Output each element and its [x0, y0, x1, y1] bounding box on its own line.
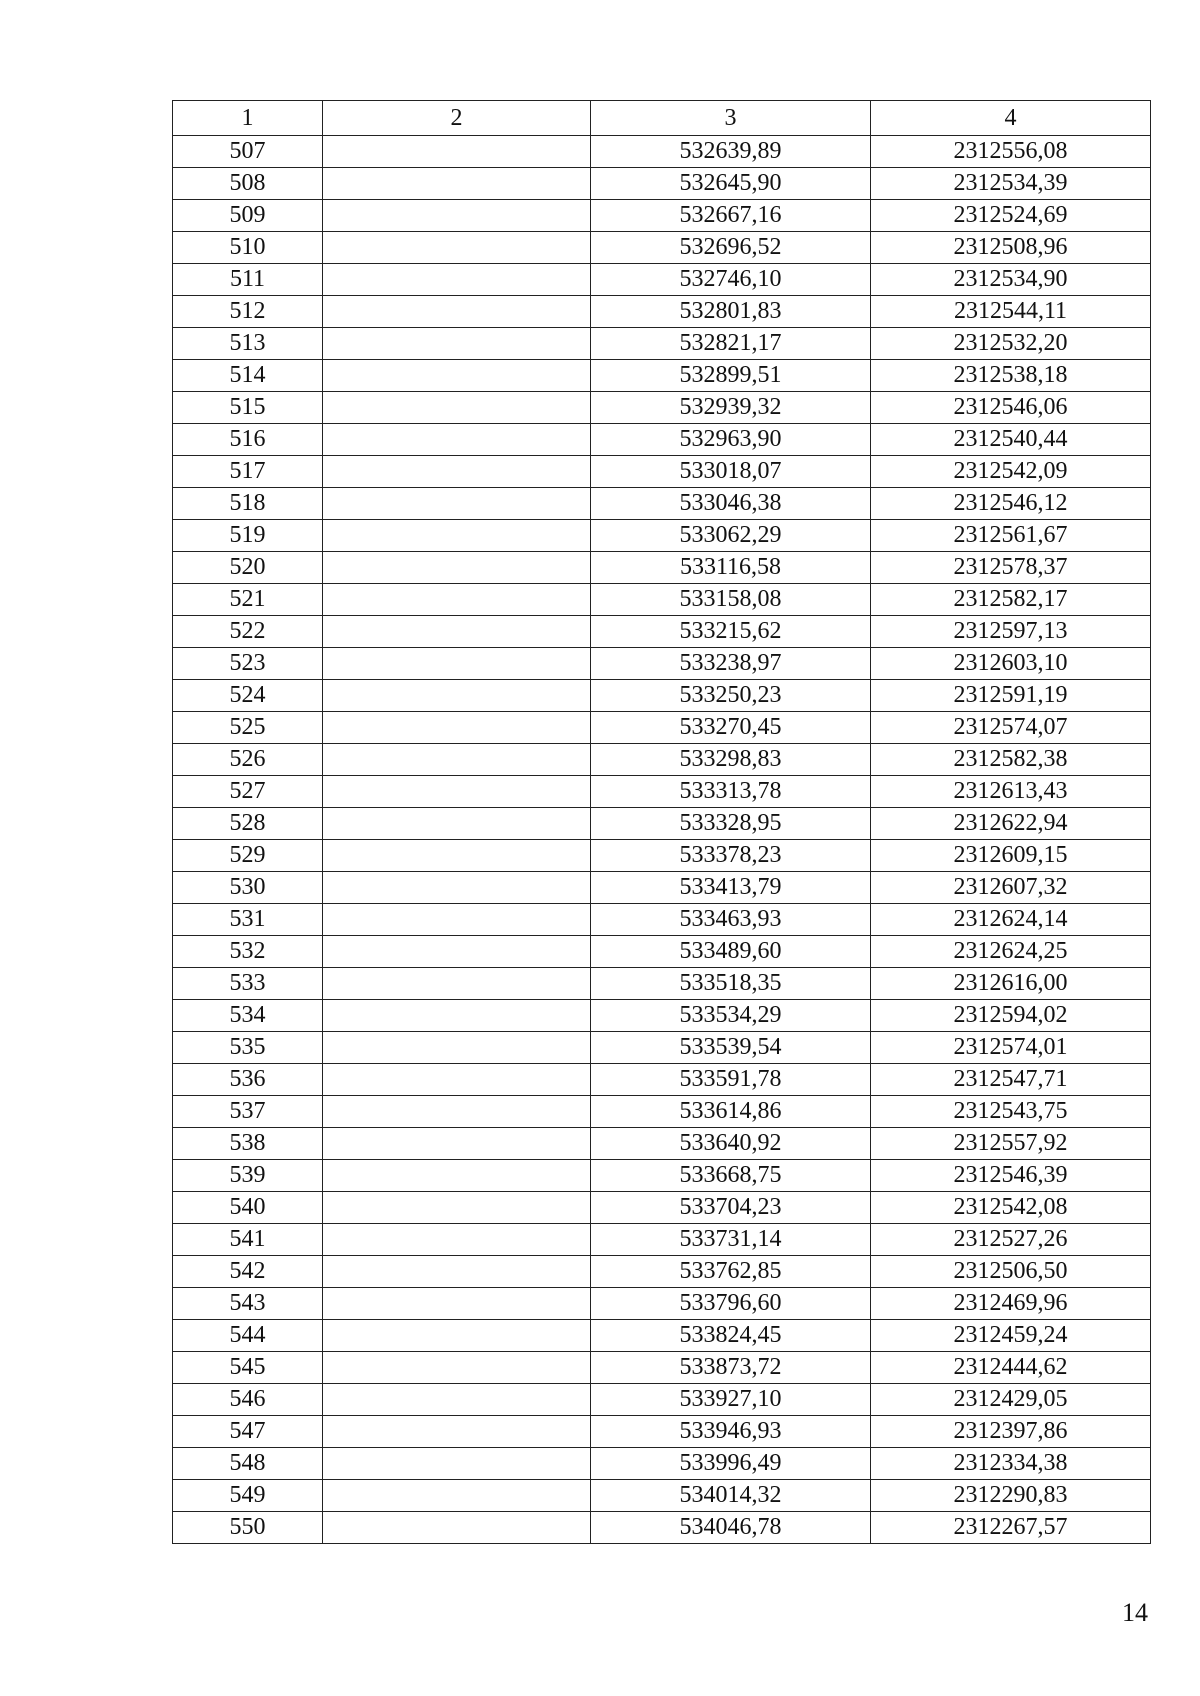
- table-body: [173, 136, 1151, 1544]
- table-row: [173, 232, 1151, 264]
- table-row: [173, 584, 1151, 616]
- y-coordinate-cell: 2312582,38: [871, 744, 1151, 776]
- point-number-cell: 507: [173, 136, 323, 168]
- x-coordinate-cell: 532667,16: [591, 200, 871, 232]
- table-row: [173, 840, 1151, 872]
- y-coordinate-cell: 2312546,12: [871, 488, 1151, 520]
- table-row: [173, 1000, 1151, 1032]
- x-coordinate-cell: 533298,83: [591, 744, 871, 776]
- table-row: [173, 168, 1151, 200]
- y-coordinate-cell: 2312267,57: [871, 1512, 1151, 1544]
- x-coordinate-cell: 532645,90: [591, 168, 871, 200]
- point-number-cell: 518: [173, 488, 323, 520]
- x-coordinate-cell: 533413,79: [591, 872, 871, 904]
- description-cell: [323, 1384, 591, 1416]
- description-cell: [323, 1512, 591, 1544]
- x-coordinate-cell: 533614,86: [591, 1096, 871, 1128]
- table-row: [173, 456, 1151, 488]
- x-coordinate-cell: 533270,45: [591, 712, 871, 744]
- table-row: [173, 1256, 1151, 1288]
- point-number-cell: 520: [173, 552, 323, 584]
- x-coordinate-cell: 533116,58: [591, 552, 871, 584]
- x-coordinate-cell: 533640,92: [591, 1128, 871, 1160]
- y-coordinate-cell: 2312582,17: [871, 584, 1151, 616]
- point-number-cell: 521: [173, 584, 323, 616]
- column-header-3: 3: [591, 101, 871, 136]
- table-row: [173, 264, 1151, 296]
- column-header-4: 4: [871, 101, 1151, 136]
- point-number-cell: 519: [173, 520, 323, 552]
- x-coordinate-cell: 533873,72: [591, 1352, 871, 1384]
- x-coordinate-cell: 533731,14: [591, 1224, 871, 1256]
- x-coordinate-cell: 533328,95: [591, 808, 871, 840]
- x-coordinate-cell: 533062,29: [591, 520, 871, 552]
- table-row: [173, 1512, 1151, 1544]
- x-coordinate-cell: 533539,54: [591, 1032, 871, 1064]
- x-coordinate-cell: 533463,93: [591, 904, 871, 936]
- x-coordinate-cell: 532639,89: [591, 136, 871, 168]
- point-number-cell: 513: [173, 328, 323, 360]
- y-coordinate-cell: 2312459,24: [871, 1320, 1151, 1352]
- table-row: [173, 1448, 1151, 1480]
- y-coordinate-cell: 2312290,83: [871, 1480, 1151, 1512]
- point-number-cell: 514: [173, 360, 323, 392]
- y-coordinate-cell: 2312546,39: [871, 1160, 1151, 1192]
- x-coordinate-cell: 533704,23: [591, 1192, 871, 1224]
- description-cell: [323, 1160, 591, 1192]
- table-row: [173, 1192, 1151, 1224]
- x-coordinate-cell: 533158,08: [591, 584, 871, 616]
- description-cell: [323, 968, 591, 1000]
- y-coordinate-cell: 2312524,69: [871, 200, 1151, 232]
- x-coordinate-cell: 533996,49: [591, 1448, 871, 1480]
- x-coordinate-cell: 533018,07: [591, 456, 871, 488]
- point-number-cell: 523: [173, 648, 323, 680]
- x-coordinate-cell: 533250,23: [591, 680, 871, 712]
- x-coordinate-cell: 532746,10: [591, 264, 871, 296]
- y-coordinate-cell: 2312561,67: [871, 520, 1151, 552]
- x-coordinate-cell: 532696,52: [591, 232, 871, 264]
- table-row: [173, 1064, 1151, 1096]
- x-coordinate-cell: 533489,60: [591, 936, 871, 968]
- x-coordinate-cell: 533946,93: [591, 1416, 871, 1448]
- x-coordinate-cell: 533378,23: [591, 840, 871, 872]
- table-row: [173, 776, 1151, 808]
- y-coordinate-cell: 2312397,86: [871, 1416, 1151, 1448]
- table-row: [173, 360, 1151, 392]
- table-row: [173, 1128, 1151, 1160]
- point-number-cell: 509: [173, 200, 323, 232]
- table-row: [173, 872, 1151, 904]
- y-coordinate-cell: 2312542,08: [871, 1192, 1151, 1224]
- description-cell: [323, 776, 591, 808]
- x-coordinate-cell: 533824,45: [591, 1320, 871, 1352]
- x-coordinate-cell: 534046,78: [591, 1512, 871, 1544]
- x-coordinate-cell: 533668,75: [591, 1160, 871, 1192]
- description-cell: [323, 1416, 591, 1448]
- description-cell: [323, 1352, 591, 1384]
- x-coordinate-cell: 533591,78: [591, 1064, 871, 1096]
- point-number-cell: 546: [173, 1384, 323, 1416]
- point-number-cell: 515: [173, 392, 323, 424]
- point-number-cell: 549: [173, 1480, 323, 1512]
- description-cell: [323, 1128, 591, 1160]
- y-coordinate-cell: 2312542,09: [871, 456, 1151, 488]
- description-cell: [323, 1480, 591, 1512]
- table-row: [173, 520, 1151, 552]
- table-row: [173, 1352, 1151, 1384]
- y-coordinate-cell: 2312508,96: [871, 232, 1151, 264]
- description-cell: [323, 424, 591, 456]
- table-header-row: [173, 101, 1151, 136]
- y-coordinate-cell: 2312532,20: [871, 328, 1151, 360]
- x-coordinate-cell: 532821,17: [591, 328, 871, 360]
- point-number-cell: 522: [173, 616, 323, 648]
- y-coordinate-cell: 2312506,50: [871, 1256, 1151, 1288]
- description-cell: [323, 872, 591, 904]
- y-coordinate-cell: 2312624,14: [871, 904, 1151, 936]
- x-coordinate-cell: 532963,90: [591, 424, 871, 456]
- y-coordinate-cell: 2312574,01: [871, 1032, 1151, 1064]
- point-number-cell: 539: [173, 1160, 323, 1192]
- y-coordinate-cell: 2312607,32: [871, 872, 1151, 904]
- table-row: [173, 680, 1151, 712]
- table-row: [173, 616, 1151, 648]
- y-coordinate-cell: 2312597,13: [871, 616, 1151, 648]
- description-cell: [323, 552, 591, 584]
- description-cell: [323, 904, 591, 936]
- table-row: [173, 552, 1151, 584]
- table-row: [173, 424, 1151, 456]
- description-cell: [323, 488, 591, 520]
- y-coordinate-cell: 2312546,06: [871, 392, 1151, 424]
- description-cell: [323, 136, 591, 168]
- y-coordinate-cell: 2312578,37: [871, 552, 1151, 584]
- table-row: [173, 328, 1151, 360]
- point-number-cell: 541: [173, 1224, 323, 1256]
- point-number-cell: 545: [173, 1352, 323, 1384]
- point-number-cell: 544: [173, 1320, 323, 1352]
- description-cell: [323, 264, 591, 296]
- description-cell: [323, 296, 591, 328]
- y-coordinate-cell: 2312591,19: [871, 680, 1151, 712]
- description-cell: [323, 1032, 591, 1064]
- description-cell: [323, 648, 591, 680]
- description-cell: [323, 808, 591, 840]
- description-cell: [323, 1224, 591, 1256]
- description-cell: [323, 1000, 591, 1032]
- point-number-cell: 542: [173, 1256, 323, 1288]
- y-coordinate-cell: 2312547,71: [871, 1064, 1151, 1096]
- x-coordinate-cell: 533238,97: [591, 648, 871, 680]
- x-coordinate-cell: 533796,60: [591, 1288, 871, 1320]
- table-row: [173, 904, 1151, 936]
- point-number-cell: 531: [173, 904, 323, 936]
- point-number-cell: 526: [173, 744, 323, 776]
- description-cell: [323, 744, 591, 776]
- description-cell: [323, 1448, 591, 1480]
- description-cell: [323, 456, 591, 488]
- x-coordinate-cell: 534014,32: [591, 1480, 871, 1512]
- table-row: [173, 488, 1151, 520]
- point-number-cell: 543: [173, 1288, 323, 1320]
- point-number-cell: 536: [173, 1064, 323, 1096]
- table-row: [173, 1096, 1151, 1128]
- point-number-cell: 540: [173, 1192, 323, 1224]
- table-row: [173, 136, 1151, 168]
- point-number-cell: 547: [173, 1416, 323, 1448]
- y-coordinate-cell: 2312613,43: [871, 776, 1151, 808]
- y-coordinate-cell: 2312594,02: [871, 1000, 1151, 1032]
- description-cell: [323, 200, 591, 232]
- point-number-cell: 512: [173, 296, 323, 328]
- column-header-1: 1: [173, 101, 323, 136]
- x-coordinate-cell: 532801,83: [591, 296, 871, 328]
- x-coordinate-cell: 533046,38: [591, 488, 871, 520]
- table-row: [173, 744, 1151, 776]
- coordinates-table: [172, 100, 1151, 1544]
- table-row: [173, 392, 1151, 424]
- y-coordinate-cell: 2312543,75: [871, 1096, 1151, 1128]
- y-coordinate-cell: 2312556,08: [871, 136, 1151, 168]
- x-coordinate-cell: 532899,51: [591, 360, 871, 392]
- table-row: [173, 712, 1151, 744]
- description-cell: [323, 520, 591, 552]
- point-number-cell: 550: [173, 1512, 323, 1544]
- table-row: [173, 1224, 1151, 1256]
- x-coordinate-cell: 533534,29: [591, 1000, 871, 1032]
- point-number-cell: 527: [173, 776, 323, 808]
- x-coordinate-cell: 532939,32: [591, 392, 871, 424]
- y-coordinate-cell: 2312534,39: [871, 168, 1151, 200]
- description-cell: [323, 616, 591, 648]
- table-row: [173, 936, 1151, 968]
- y-coordinate-cell: 2312574,07: [871, 712, 1151, 744]
- y-coordinate-cell: 2312557,92: [871, 1128, 1151, 1160]
- point-number-cell: 530: [173, 872, 323, 904]
- point-number-cell: 534: [173, 1000, 323, 1032]
- description-cell: [323, 936, 591, 968]
- table-row: [173, 1480, 1151, 1512]
- point-number-cell: 532: [173, 936, 323, 968]
- table-row: [173, 1288, 1151, 1320]
- point-number-cell: 548: [173, 1448, 323, 1480]
- description-cell: [323, 1096, 591, 1128]
- table-row: [173, 200, 1151, 232]
- point-number-cell: 517: [173, 456, 323, 488]
- table-row: [173, 1416, 1151, 1448]
- point-number-cell: 535: [173, 1032, 323, 1064]
- table-row: [173, 808, 1151, 840]
- y-coordinate-cell: 2312609,15: [871, 840, 1151, 872]
- point-number-cell: 529: [173, 840, 323, 872]
- table-row: [173, 1384, 1151, 1416]
- description-cell: [323, 1256, 591, 1288]
- description-cell: [323, 360, 591, 392]
- description-cell: [323, 1192, 591, 1224]
- point-number-cell: 524: [173, 680, 323, 712]
- table-row: [173, 968, 1151, 1000]
- description-cell: [323, 232, 591, 264]
- point-number-cell: 538: [173, 1128, 323, 1160]
- y-coordinate-cell: 2312429,05: [871, 1384, 1151, 1416]
- x-coordinate-cell: 533313,78: [591, 776, 871, 808]
- description-cell: [323, 392, 591, 424]
- description-cell: [323, 328, 591, 360]
- point-number-cell: 511: [173, 264, 323, 296]
- description-cell: [323, 840, 591, 872]
- x-coordinate-cell: 533215,62: [591, 616, 871, 648]
- point-number-cell: 510: [173, 232, 323, 264]
- point-number-cell: 525: [173, 712, 323, 744]
- y-coordinate-cell: 2312544,11: [871, 296, 1151, 328]
- description-cell: [323, 1064, 591, 1096]
- table-row: [173, 1160, 1151, 1192]
- y-coordinate-cell: 2312603,10: [871, 648, 1151, 680]
- y-coordinate-cell: 2312534,90: [871, 264, 1151, 296]
- point-number-cell: 508: [173, 168, 323, 200]
- table-row: [173, 648, 1151, 680]
- description-cell: [323, 584, 591, 616]
- y-coordinate-cell: 2312538,18: [871, 360, 1151, 392]
- y-coordinate-cell: 2312624,25: [871, 936, 1151, 968]
- point-number-cell: 533: [173, 968, 323, 1000]
- description-cell: [323, 1288, 591, 1320]
- page-number: 14: [1122, 1598, 1148, 1627]
- point-number-cell: 528: [173, 808, 323, 840]
- description-cell: [323, 168, 591, 200]
- y-coordinate-cell: 2312527,26: [871, 1224, 1151, 1256]
- x-coordinate-cell: 533927,10: [591, 1384, 871, 1416]
- point-number-cell: 516: [173, 424, 323, 456]
- y-coordinate-cell: 2312444,62: [871, 1352, 1151, 1384]
- y-coordinate-cell: 2312616,00: [871, 968, 1151, 1000]
- description-cell: [323, 712, 591, 744]
- table-row: [173, 1032, 1151, 1064]
- description-cell: [323, 680, 591, 712]
- y-coordinate-cell: 2312469,96: [871, 1288, 1151, 1320]
- point-number-cell: 537: [173, 1096, 323, 1128]
- y-coordinate-cell: 2312622,94: [871, 808, 1151, 840]
- y-coordinate-cell: 2312540,44: [871, 424, 1151, 456]
- description-cell: [323, 1320, 591, 1352]
- table-row: [173, 296, 1151, 328]
- table-row: [173, 1320, 1151, 1352]
- x-coordinate-cell: 533762,85: [591, 1256, 871, 1288]
- column-header-2: 2: [323, 101, 591, 136]
- y-coordinate-cell: 2312334,38: [871, 1448, 1151, 1480]
- x-coordinate-cell: 533518,35: [591, 968, 871, 1000]
